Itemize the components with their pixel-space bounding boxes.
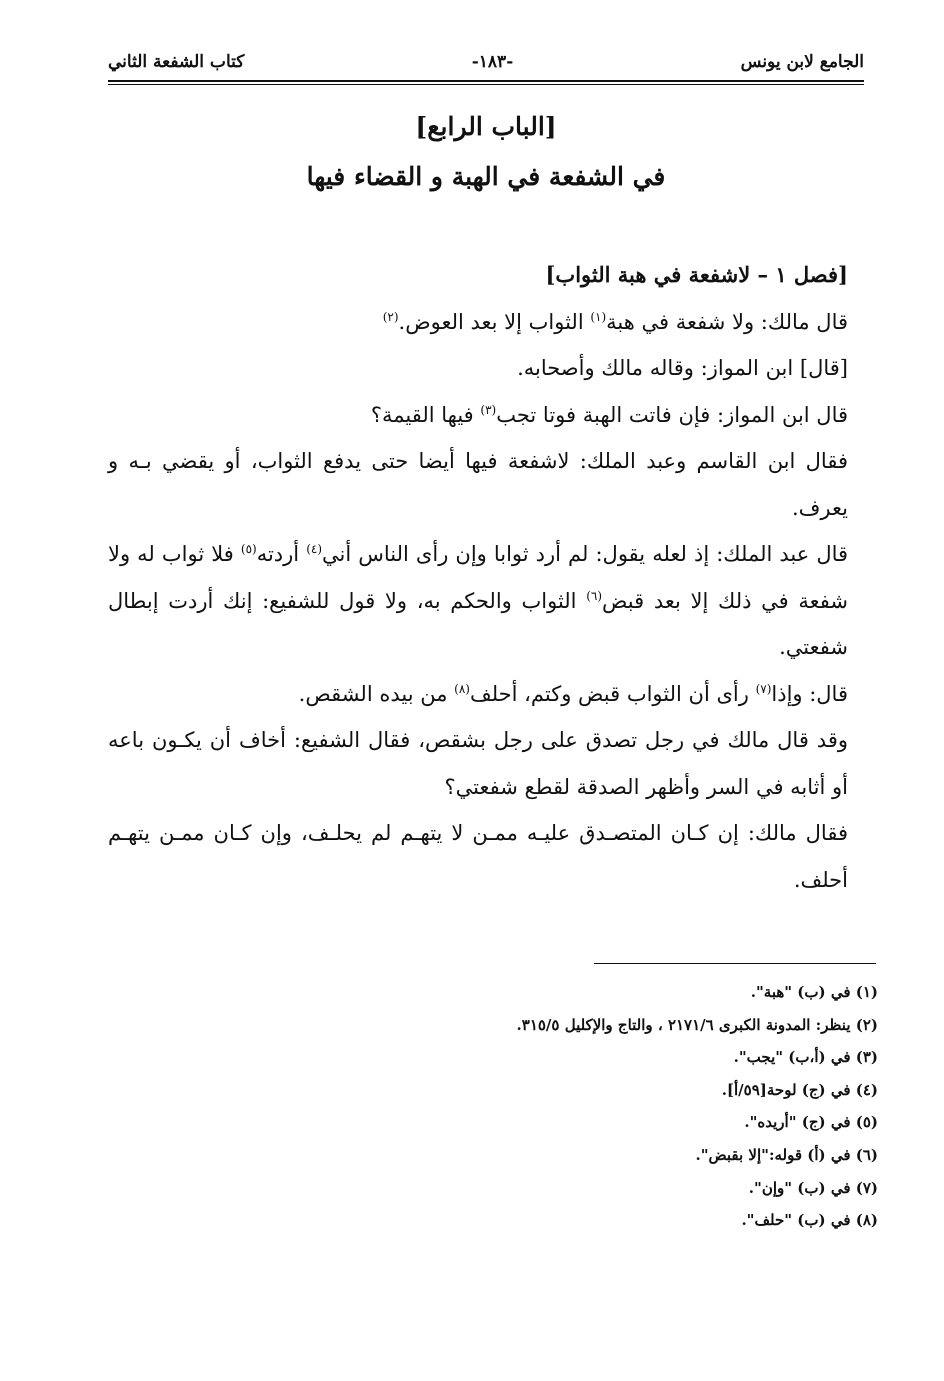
paragraph [108,345,848,392]
footnote-list [108,976,878,1237]
footnote-marker: (٤) [306,542,323,556]
chapter-subtitle: في الشفعة في الهبة و القضاء فيها [306,162,666,191]
paragraph [108,531,848,671]
footnote: (٦) في (أ) قوله:"إلا بقبض". [695,1145,878,1164]
paragraph [108,299,848,346]
footnote-marker: (١) [590,309,607,324]
paragraph-text: من بيده الشقص. [298,681,455,706]
header-chapter-name: كتاب الشفعة الثاني [108,52,245,72]
paragraph-text: قال: وإذا [771,681,848,706]
paragraph [108,810,848,903]
paragraph-text: [قال] ابن المواز: وقاله مالك وأصحابه. [517,356,848,380]
footnote: (٤) في (ج) لوحة[٥٩/أ]. [721,1080,878,1099]
paragraph-text: وقد قال مالك في رجل تصدق على رجل بشقص، فقال الشفيع: أخاف أن يكـون باعه أو أثابه في السر وأظهر الصدقة لقطع شفعتي؟ [108,728,848,799]
paragraph [108,438,848,531]
paragraph-list [108,299,848,904]
paragraph-text: قال ابن المواز: فإن فاتت الهبة فوتا تجب [496,402,848,427]
paragraph-text: فقال ابن القاسم وعبد الملك: لاشفعة فيها أيضا حتى يدفع الثواب، أو يقضي بـه و يعرف. [108,449,848,520]
running-header [108,46,864,78]
footnote-marker: (٨) [454,681,470,696]
header-rule-thin [108,84,864,85]
paragraph-text: فيها القيمة؟ [370,402,481,427]
footnote: (٢) ينظر: المدونة الكبرى ٢١٧١/٦ ، والتاج والإكليل ٣١٥/٥. [516,1015,878,1034]
paragraph-text: الثواب والحكم به، ولا قول للشفيع: إنك أردت إبطال شفعتي. [108,588,848,659]
footnote: (١) في (ب) "هبة". [750,983,878,1001]
paragraph [108,671,848,718]
paragraph [108,392,848,439]
header-rule [108,80,864,82]
chapter-title: [الباب الرابع] [415,112,557,141]
footnote: (٨) في (ب) "حلف". [741,1211,878,1230]
body-text [108,252,848,903]
footnote-marker: (٣) [480,402,497,417]
paragraph-text: الثواب إلا بعد العوض. [398,309,591,334]
footnote: (٧) في (ب) "وإن". [748,1178,878,1197]
footnote: (٥) في (ج) "أريده". [744,1113,878,1132]
footnote: (٣) في (أ،ب) "يجب". [733,1048,878,1067]
paragraph-text: فقال مالك: إن كـان المتصـدق عليـه ممـن لا يتهـم لم يحلـف، وإن كـان ممـن يتهـم أحلف. [108,821,848,892]
paragraph-text: قال مالك: ولا شفعة في هبة [606,309,848,334]
header-book-title: الجامع لابن يونس [740,52,864,72]
footnote-rule [594,963,876,964]
footnote-marker: (٧) [755,681,772,696]
page-number: -١٨٣- [471,52,514,72]
paragraph-text: أردته [256,542,307,566]
footnote-marker: (٦) [586,588,603,603]
footnote-marker: (٢) [382,309,399,324]
paragraph-text: قال عبد الملك: إذ لعله يقول: لم أرد ثوابا وإن رأى الناس أني [322,542,849,566]
paragraph-text: رأى أن الثواب قبض وكتم، أحلف [469,681,756,706]
paragraph-text: فلا ثواب له ولا شفعة في ذلك إلا بعد قبض [108,542,848,613]
paragraph [108,717,848,810]
footnote-marker: (٥) [240,542,257,556]
section-heading: [فصل ١ – لاشفعة في هبة الثواب] [545,262,848,287]
